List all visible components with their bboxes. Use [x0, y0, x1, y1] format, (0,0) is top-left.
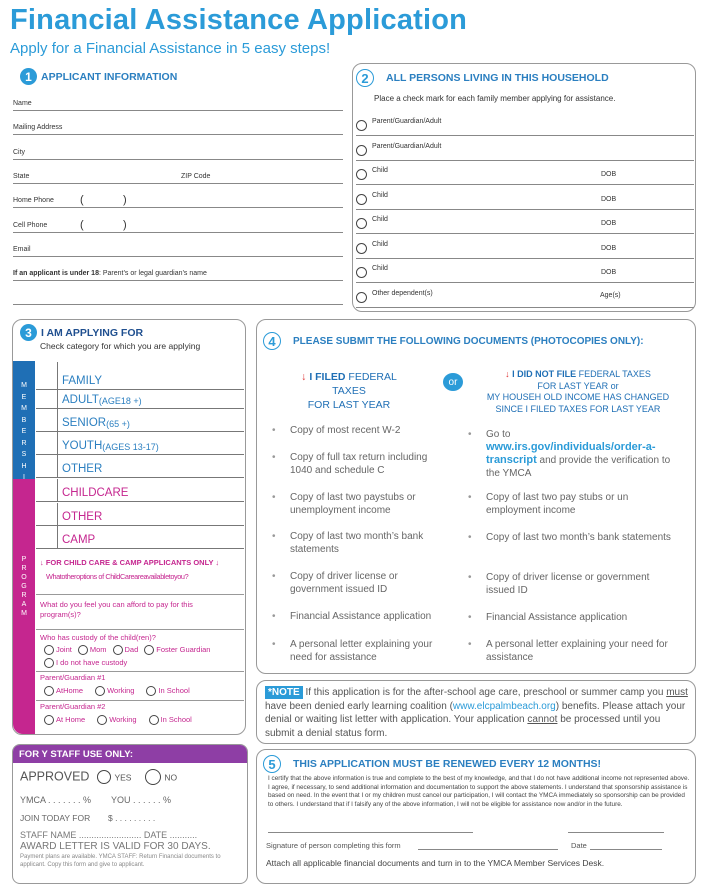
household-row-right-label: DOB [601, 171, 617, 178]
membership-option[interactable] [36, 386, 244, 409]
vertical-letter: M [21, 405, 27, 412]
household-row[interactable] [356, 112, 694, 136]
not-filed-document-item [468, 638, 678, 664]
filed-document-item [272, 610, 450, 623]
not-filed-line: MY HOUSEH OLD INCOME HAS CHANGED [486, 392, 670, 402]
program-checkbox[interactable] [36, 479, 58, 501]
program-option-label: CHILDCARE [62, 487, 129, 499]
not-filed-document-text: A personal letter explaining your need for assistance [486, 639, 668, 663]
paren-open: ( [80, 219, 84, 231]
staff-name-date: STAFF NAME ......................... DATE ........... [20, 830, 198, 840]
vertical-letter: M [21, 382, 27, 389]
note-badge: *NOTE [265, 686, 303, 699]
radio-circle[interactable] [78, 645, 88, 655]
section3-title: I AM APPLYING FOR [41, 326, 144, 339]
radio-option-label: In School [160, 715, 192, 724]
radio-circle[interactable] [144, 645, 154, 655]
not-filed-heading [475, 369, 681, 415]
divider [36, 671, 244, 672]
membership-checkbox[interactable] [36, 455, 58, 477]
certification-text: I certify that the above information is true and complete to the best of my knowledge, and that I do not have additional income not represented above. I agree, if necessary, to send additional information and documentation to support the above statements. I understand that sponsorship assistance is based on need. In the event that I or my children must cancel our participation, I will contact the YMCA immediately so sponsorship can be provided to others. I understand that if I falsify any of the above information, I will not be eligible for assistance now and/or in the future. [268, 775, 690, 808]
home-phone-field[interactable] [13, 184, 343, 208]
afford-question: What do you feel you can afford to pay for this program(s)? [40, 600, 193, 619]
radio-circle[interactable] [113, 645, 123, 655]
household-row-right-label: DOB [601, 196, 617, 203]
filed-document-text: A personal letter explaining your need for assistance [290, 639, 433, 663]
household-radio[interactable] [356, 145, 367, 156]
city-label: City [13, 149, 26, 156]
radio-option-label: Working [109, 715, 137, 724]
section3-heading [20, 324, 143, 341]
radio-option-label: At Home [56, 715, 86, 724]
household-row-label: Child [372, 265, 388, 272]
household-row-right-label: Age(s) [600, 292, 621, 299]
email-field[interactable] [13, 233, 343, 257]
household-row[interactable] [356, 186, 694, 210]
section5-number: 5 [263, 755, 281, 773]
irs-transcript-item [468, 428, 686, 480]
signature-line[interactable] [418, 849, 558, 850]
household-row[interactable] [356, 137, 694, 161]
staff-header: FOR Y STAFF USE ONLY: [13, 745, 247, 763]
section5-title: THIS APPLICATION MUST BE RENEWED EVERY 12 MONTHS! [293, 758, 602, 770]
city-field[interactable] [13, 136, 343, 160]
filed-rest: FEDERAL TAXES [332, 371, 397, 397]
vertical-letter: R [21, 439, 27, 447]
membership-option-note: (AGE18 +) [98, 396, 142, 406]
radio-option[interactable] [113, 645, 139, 654]
cell-phone-field[interactable] [13, 209, 343, 233]
household-row-label: Child [372, 192, 388, 199]
not-filed-document-item [468, 611, 678, 624]
radio-option-label: AtHome [56, 686, 84, 695]
membership-option-label: SENIOR [62, 417, 107, 429]
filed-document-text: Financial Assistance application [290, 611, 432, 622]
vertical-letter: E [21, 428, 27, 435]
note-part: ) benefits. Please attach your denial or waiting list letter with application. Your application [265, 700, 686, 725]
not-filed-document-text: Copy of last two pay stubs or un employment income [486, 492, 629, 516]
guardian-name-field[interactable] [13, 257, 343, 281]
household-radio[interactable] [356, 218, 367, 229]
pg1-options [44, 686, 202, 696]
radio-option-label: Joint [56, 645, 72, 654]
vertical-letter: G [21, 583, 27, 590]
household-radio[interactable] [356, 243, 367, 254]
section1-title: APPLICANT INFORMATION [41, 70, 178, 83]
join-today-label: JOIN TODAY FOR [20, 813, 91, 823]
filed-heading [286, 370, 412, 412]
vertical-letter: O [21, 574, 27, 581]
household-radio[interactable] [356, 120, 367, 131]
home-phone-label: Home Phone [13, 197, 54, 204]
bullet: • [272, 611, 276, 622]
vertical-letter: I [23, 474, 25, 481]
not-filed-document-text: Copy of last two month’s bank statements [486, 532, 671, 543]
bullet: • [272, 492, 276, 503]
vertical-letter: B [21, 416, 27, 424]
approved-yes-radio[interactable] [97, 770, 111, 784]
vertical-letter: E [21, 393, 27, 401]
vertical-letter: R [21, 592, 27, 599]
program-option[interactable] [36, 503, 244, 526]
custody-options [44, 645, 216, 655]
filed-document-item [272, 491, 450, 517]
radio-option[interactable] [78, 645, 107, 654]
cell-phone-label: Cell Phone [13, 222, 48, 229]
radio-option[interactable] [44, 645, 72, 654]
paren-open: ( [80, 194, 84, 206]
household-radio[interactable] [356, 292, 367, 303]
state-label: State [13, 173, 30, 180]
join-today-amount: $ . . . . . . . . . [108, 813, 156, 823]
section4-number: 4 [263, 332, 281, 350]
radio-option-label: Dad [124, 645, 139, 654]
pg1-label: Parent/Guardian #1 [40, 673, 106, 682]
radio-option[interactable] [44, 686, 83, 695]
bullet: • [272, 571, 276, 582]
radio-circle[interactable] [44, 645, 54, 655]
or-badge: or [443, 373, 463, 391]
household-row[interactable] [356, 210, 694, 234]
program-option-label: OTHER [62, 511, 103, 523]
approved-row [20, 769, 177, 785]
vertical-letter: R [21, 565, 27, 572]
note-part: If this application is for the after-school age care, preschool or summer camp you [302, 687, 667, 698]
vertical-letter: H [21, 462, 27, 470]
approved-no-label: NO [164, 772, 178, 783]
household-radio[interactable] [356, 169, 367, 180]
not-filed-document-text: Copy of driver license or government issued ID [486, 572, 650, 596]
bullet: • [468, 532, 472, 543]
guardian-bold: If an applicant is under 18 [13, 270, 99, 277]
household-row[interactable] [356, 284, 694, 308]
vertical-letter: S [21, 451, 27, 458]
membership-checkbox[interactable] [36, 409, 58, 431]
page-subtitle: Apply for a Financial Assistance in 5 easy steps! [10, 40, 331, 57]
radio-circle[interactable] [97, 715, 107, 725]
membership-checkbox[interactable] [36, 362, 58, 389]
bullet: • [468, 572, 472, 583]
mailing-label: Mailing Address [13, 124, 63, 131]
program-option[interactable] [36, 479, 244, 502]
filed-document-item [272, 530, 450, 556]
radio-option[interactable] [149, 715, 192, 724]
pg2-options [44, 715, 204, 725]
note-text [265, 686, 690, 740]
email-label: Email [13, 246, 31, 253]
guardian-rest: : Parent’s or legal guardian’s name [98, 270, 207, 277]
section3-instruction: Check category for which you are applying [40, 341, 201, 351]
not-filed-document-item [468, 531, 678, 544]
section1-heading [20, 68, 177, 85]
not-filed-line: FOR LAST YEAR or [537, 380, 619, 391]
bullet: • [468, 492, 472, 503]
filed-document-text: Copy of full tax return including 1040 and schedule C [290, 452, 428, 476]
filed-document-item [272, 451, 450, 477]
divider [36, 700, 244, 701]
household-row[interactable] [356, 259, 694, 283]
membership-vertical-label [13, 380, 35, 495]
section4-heading [263, 332, 644, 350]
bullet: • [272, 639, 276, 650]
household-row-label: Child [372, 241, 388, 248]
name-label: Name [13, 100, 32, 107]
section1-number: 1 [20, 68, 37, 85]
attach-note: Attach all applicable financial documents and turn in to the YMCA Member Services Desk. [266, 858, 605, 868]
household-row-label: Other dependent(s) [372, 290, 433, 297]
page-title: Financial Assistance Application [10, 4, 468, 36]
date-label: Date [571, 841, 587, 850]
radio-option[interactable] [97, 715, 136, 724]
date-line-top [568, 832, 664, 833]
membership-option-label: YOUTH [62, 440, 103, 452]
membership-option-label: ADULT [62, 394, 99, 406]
section3-number: 3 [20, 324, 37, 341]
bullet: • [468, 639, 472, 650]
approved-label: APPROVED [20, 769, 90, 784]
section2-title: ALL PERSONS LIVING IN THIS HOUSEHOLD [386, 72, 609, 84]
section4-title: PLEASE SUBMIT THE FOLLOWING DOCUMENTS (PHOTOCOPIES ONLY): [293, 335, 644, 347]
custody-none-radio[interactable] [44, 658, 54, 668]
bullet: • [468, 612, 472, 623]
household-row-right-label: DOB [601, 245, 617, 252]
ymca-percent: YMCA . . . . . . . % [20, 795, 92, 805]
radio-option-label: Mom [89, 645, 107, 654]
guardian-name-line-2[interactable] [13, 281, 343, 305]
radio-circle[interactable] [149, 715, 159, 725]
radio-option[interactable] [146, 686, 189, 695]
childcare-heading: ↓ FOR CHILD CARE & CAMP APPLICANTS ONLY ↓ [40, 558, 220, 567]
not-filed-rest: FEDERAL TAXES [576, 369, 651, 379]
not-filed-arrow: ↓ [505, 369, 510, 379]
membership-checkbox[interactable] [36, 432, 58, 454]
paren-close: ) [123, 194, 127, 206]
signature-label: Signature of person completing this form [266, 841, 401, 850]
go-to-rest: and provide the verification to the YMCA [486, 455, 671, 479]
state-zip-field[interactable] [13, 160, 343, 184]
bullet: • [468, 429, 472, 440]
elc-link[interactable]: www.elcpalmbeach.org [452, 700, 556, 712]
section5-heading [263, 755, 601, 773]
zip-label: ZIP Code [181, 173, 211, 180]
household-row-label: Child [372, 167, 388, 174]
household-radio[interactable] [356, 267, 367, 278]
vertical-letter: M [21, 610, 27, 617]
approved-no-radio[interactable] [145, 769, 161, 785]
program-option-label: CAMP [62, 534, 96, 546]
membership-option[interactable] [36, 409, 244, 432]
vertical-letter: P [21, 556, 27, 563]
membership-option-note: (65 +) [106, 419, 130, 429]
section2-number: 2 [356, 69, 374, 87]
radio-circle[interactable] [95, 686, 105, 696]
not-filed-document-item [468, 491, 678, 517]
filed-bold: I FILED [309, 371, 346, 383]
program-checkbox[interactable] [36, 526, 58, 548]
vertical-letter: A [21, 601, 27, 608]
note-cannot: cannot [527, 714, 558, 725]
mailing-address-field[interactable] [13, 111, 343, 135]
household-row[interactable] [356, 161, 694, 185]
approved-yes-label: YES [114, 772, 132, 783]
paren-close: ) [123, 219, 127, 231]
not-filed-line: SINCE I FILED TAXES FOR LAST YEAR [495, 403, 661, 414]
name-field[interactable] [13, 87, 343, 111]
bullet: • [272, 452, 276, 463]
divider [36, 629, 244, 630]
radio-circle[interactable] [146, 686, 156, 696]
membership-option[interactable] [36, 432, 244, 455]
not-filed-document-text: Financial Assistance application [486, 612, 628, 623]
household-row-right-label: DOB [601, 269, 617, 276]
section2-instruction: Place a check mark for each family member applying for assistance. [374, 94, 616, 103]
irs-link[interactable]: www.irs.gov/individuals/order-a-transcript [486, 441, 656, 466]
household-row[interactable] [356, 235, 694, 259]
membership-option[interactable] [36, 455, 244, 478]
household-row-right-label: DOB [601, 220, 617, 227]
filed-line2: FOR LAST YEAR [307, 399, 391, 411]
household-row-label: Parent/Guardian/Adult [372, 118, 442, 125]
filed-document-item [272, 638, 450, 664]
bullet: • [272, 531, 276, 542]
household-radio[interactable] [356, 194, 367, 205]
membership-option-note: (AGES 13-17) [102, 442, 159, 452]
household-row-label: Parent/Guardian/Adult [372, 143, 442, 150]
radio-option-label: Working [107, 686, 135, 695]
radio-option-label: Foster Guardian [156, 645, 211, 654]
custody-none-option[interactable] [44, 658, 127, 668]
you-percent: YOU . . . . . . % [111, 795, 172, 805]
note-part: be processed until you submit a denial status form. [265, 714, 661, 739]
filed-document-text: Copy of most recent W-2 [290, 425, 401, 436]
note-part: have been denied early learning coalition ( [265, 700, 453, 712]
radio-option[interactable] [144, 645, 210, 654]
pg2-label: Parent/Guardian #2 [40, 702, 106, 711]
program-vertical-label [13, 555, 35, 618]
filed-document-text: Copy of last two month’s bank statements [290, 531, 424, 555]
note-must: must [666, 687, 688, 698]
filed-document-text: Copy of driver license or government issued ID [290, 571, 398, 595]
go-to-label: Go to [486, 429, 511, 440]
award-valid-note: AWARD LETTER IS VALID FOR 30 DAYS. [20, 841, 211, 852]
radio-option-label: In School [158, 686, 190, 695]
childcare-options-question: Whatotheroptions of ChildCareareavailabletoyou? [46, 572, 189, 581]
divider [36, 594, 244, 595]
bullet: • [272, 425, 276, 436]
membership-option-label: FAMILY [62, 375, 103, 387]
staff-fine-print: Payment plans are available. YMCA STAFF: Return Financial documents to applicant. Copy this form and give to applicant. [20, 854, 221, 868]
household-row-label: Child [372, 216, 388, 223]
custody-question: Who has custody of the child(ren)? [40, 633, 156, 642]
membership-checkbox[interactable] [36, 386, 58, 408]
filed-arrow: ↓ [301, 371, 307, 383]
program-checkbox[interactable] [36, 503, 58, 525]
date-line[interactable] [590, 849, 662, 850]
filed-document-item [272, 570, 450, 596]
radio-circle[interactable] [44, 715, 54, 725]
custody-none-label: I do not have custody [56, 658, 128, 667]
signature-line-top [268, 832, 473, 833]
membership-option-label: OTHER [62, 463, 103, 475]
program-option[interactable] [36, 526, 244, 549]
not-filed-document-item [468, 571, 678, 597]
not-filed-bold: I DID NOT FILE [512, 369, 577, 379]
filed-document-text: Copy of last two paystubs or unemployment income [290, 492, 416, 516]
radio-option[interactable] [95, 686, 134, 695]
radio-option[interactable] [44, 715, 85, 724]
radio-circle[interactable] [44, 686, 54, 696]
section2-heading [356, 69, 609, 87]
filed-document-item [272, 424, 450, 437]
